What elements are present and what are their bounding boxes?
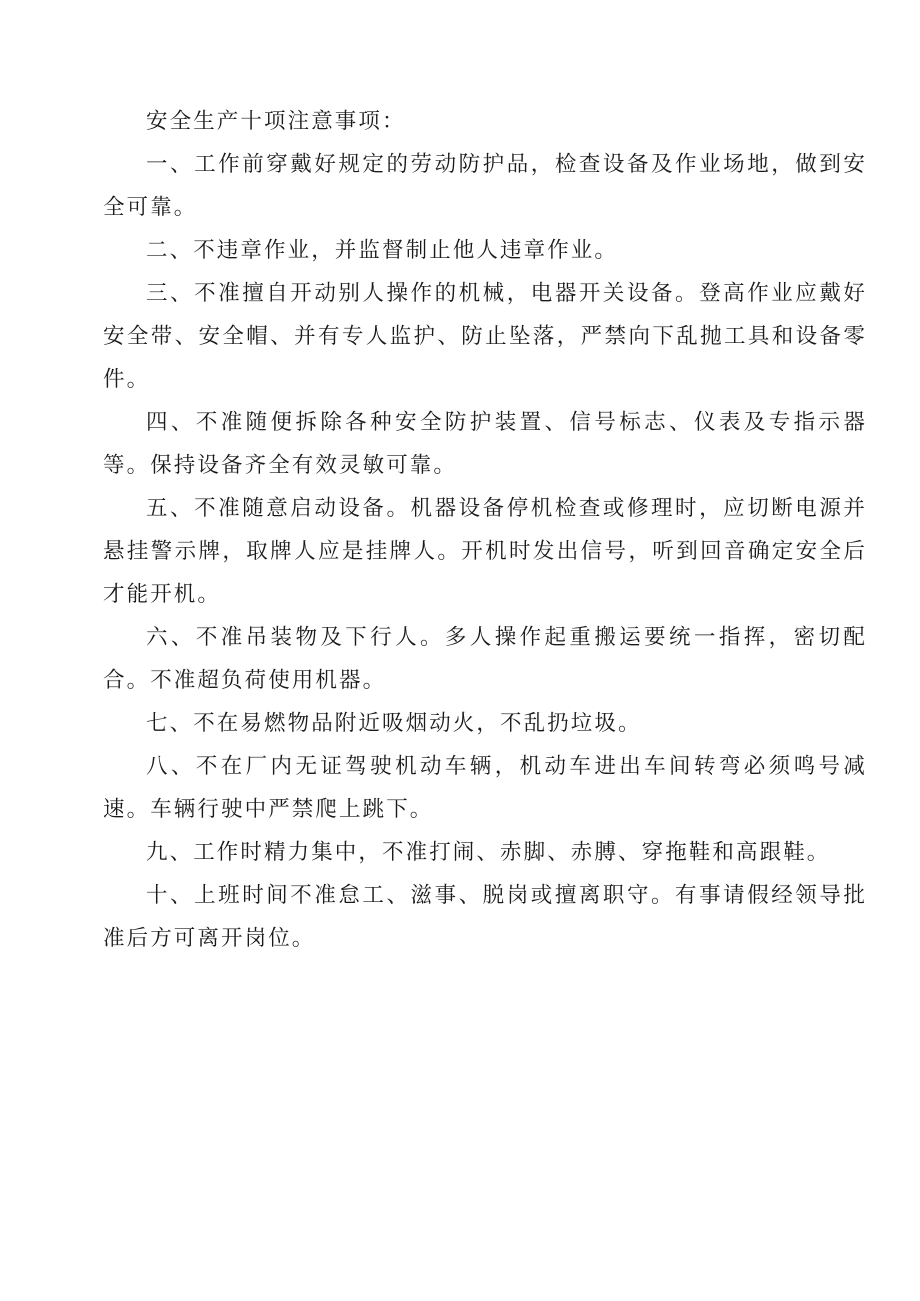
rule-item-1: 一、工作前穿戴好规定的劳动防护品，检查设备及作业场地，做到安全可靠。	[103, 152, 867, 220]
rule-item-2: 二、不违章作业，并监督制止他人违章作业。	[146, 238, 619, 263]
rule-item-4: 四、不准随便拆除各种安全防护装置、信号标志、仪表及专指示器等。保持设备齐全有效灵敏可靠。	[103, 410, 867, 478]
rule-item-6: 六、不准吊装物及下行人。多人操作起重搬运要统一指挥，密切配合。不准超负荷使用机器。	[103, 625, 867, 693]
rule-item-5: 五、不准随意启动设备。机器设备停机检查或修理时，应切断电源并悬挂警示牌，取牌人应是挂牌人。开机时发出信号，听到回音确定安全后才能开机。	[103, 496, 867, 607]
rule-item-9: 九、工作时精力集中，不准打闹、赤脚、赤膊、穿拖鞋和高跟鞋。	[146, 840, 831, 865]
document-title: 安全生产十项注意事项：	[146, 109, 406, 134]
rule-item-10: 十、上班时间不准怠工、滋事、脱岗或擅离职守。有事请假经领导批准后方可离开岗位。	[103, 883, 867, 951]
rule-item-8: 八、不在厂内无证驾驶机动车辆，机动车进出车间转弯必须鸣号减速。车辆行驶中严禁爬上跳下。	[103, 754, 867, 822]
rule-item-7: 七、不在易燃物品附近吸烟动火，不乱扔垃圾。	[146, 711, 642, 736]
document-body	[103, 100, 867, 960]
rule-item-3: 三、不准擅自开动别人操作的机械，电器开关设备。登高作业应戴好安全带、安全帽、并有专人监护、防止坠落，严禁向下乱抛工具和设备零件。	[103, 281, 867, 392]
